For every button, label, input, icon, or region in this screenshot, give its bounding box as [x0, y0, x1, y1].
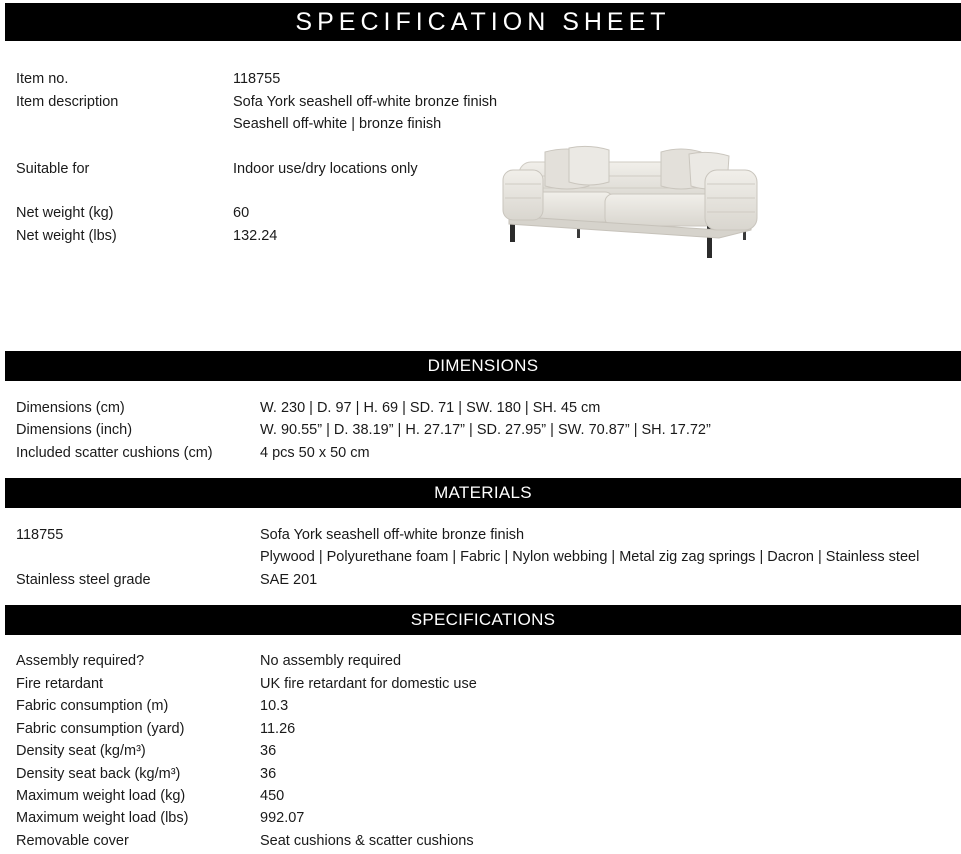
scatter-cushions-value: 4 pcs 50 x 50 cm [260, 445, 370, 461]
dimensions-inch-label: Dimensions (inch) [16, 422, 133, 438]
item-description-label: Item description [16, 94, 119, 110]
specifications-header [5, 605, 961, 635]
spec-fire-retardant-value: UK fire retardant for domestic use [260, 676, 477, 692]
material-item-label: 118755 [16, 527, 64, 543]
dimensions-inch-value: W. 90.55” | D. 38.19” | H. 27.17” | SD. 27.95” | SW. 70.87” | SH. 17.72” [260, 422, 711, 438]
dimensions-cm-value: W. 230 | D. 97 | H. 69 | SD. 71 | SW. 180 | SH. 45 cm [260, 400, 601, 416]
net-weight-kg-label: Net weight (kg) [16, 205, 114, 221]
spec-fabric-yard-value: 11.26 [260, 721, 296, 737]
sofa-image [497, 140, 765, 266]
spec-fabric-m-value: 10.3 [260, 698, 289, 714]
net-weight-kg-value: 60 [233, 205, 250, 221]
steel-grade-value: SAE 201 [260, 572, 318, 588]
spec-removable-cover-label: Removable cover [16, 833, 129, 849]
spec-fabric-m-label: Fabric consumption (m) [16, 698, 169, 714]
item-no-label: Item no. [16, 71, 69, 87]
spec-removable-cover-value: Seat cushions & scatter cushions [260, 833, 474, 849]
dimensions-header [5, 351, 961, 381]
material-list-value: Plywood | Polyurethane foam | Fabric | Nylon webbing | Metal zig zag springs | Dacron | Stainless steel [260, 549, 920, 565]
materials-header [5, 478, 961, 508]
dimensions-title: DIMENSIONS [427, 356, 539, 375]
spec-fire-retardant-label: Fire retardant [16, 676, 104, 692]
spec-density-back-value: 36 [260, 766, 277, 782]
specifications-title: SPECIFICATIONS [410, 610, 556, 629]
spec-max-load-lbs-value: 992.07 [260, 810, 305, 826]
spec-density-back-label: Density seat back (kg/m³) [16, 766, 181, 782]
suitable-for-value: Indoor use/dry locations only [233, 161, 418, 177]
spec-sheet-title-bar [5, 3, 961, 41]
spec-fabric-yard-label: Fabric consumption (yard) [16, 721, 185, 737]
page-title: SPECIFICATION SHEET [295, 8, 671, 36]
spec-assembly-value: No assembly required [260, 653, 402, 669]
steel-grade-label: Stainless steel grade [16, 572, 151, 588]
net-weight-lbs-label: Net weight (lbs) [16, 228, 117, 244]
scatter-cushions-label: Included scatter cushions (cm) [16, 445, 213, 461]
spec-max-load-lbs-label: Maximum weight load (lbs) [16, 810, 189, 826]
item-finish-value: Seashell off-white | bronze finish [233, 116, 442, 132]
spec-density-seat-label: Density seat (kg/m³) [16, 743, 146, 759]
spec-density-seat-value: 36 [260, 743, 277, 759]
suitable-for-label: Suitable for [16, 161, 90, 177]
item-description-value: Sofa York seashell off-white bronze finish [233, 94, 498, 110]
dimensions-cm-label: Dimensions (cm) [16, 400, 125, 416]
spec-max-load-kg-label: Maximum weight load (kg) [16, 788, 186, 804]
materials-title: MATERIALS [434, 483, 532, 502]
net-weight-lbs-value: 132.24 [233, 228, 278, 244]
material-item-value: Sofa York seashell off-white bronze finish [260, 527, 525, 543]
spec-assembly-label: Assembly required? [16, 653, 145, 669]
item-no-value: 118755 [233, 71, 281, 87]
spec-max-load-kg-value: 450 [260, 788, 285, 804]
